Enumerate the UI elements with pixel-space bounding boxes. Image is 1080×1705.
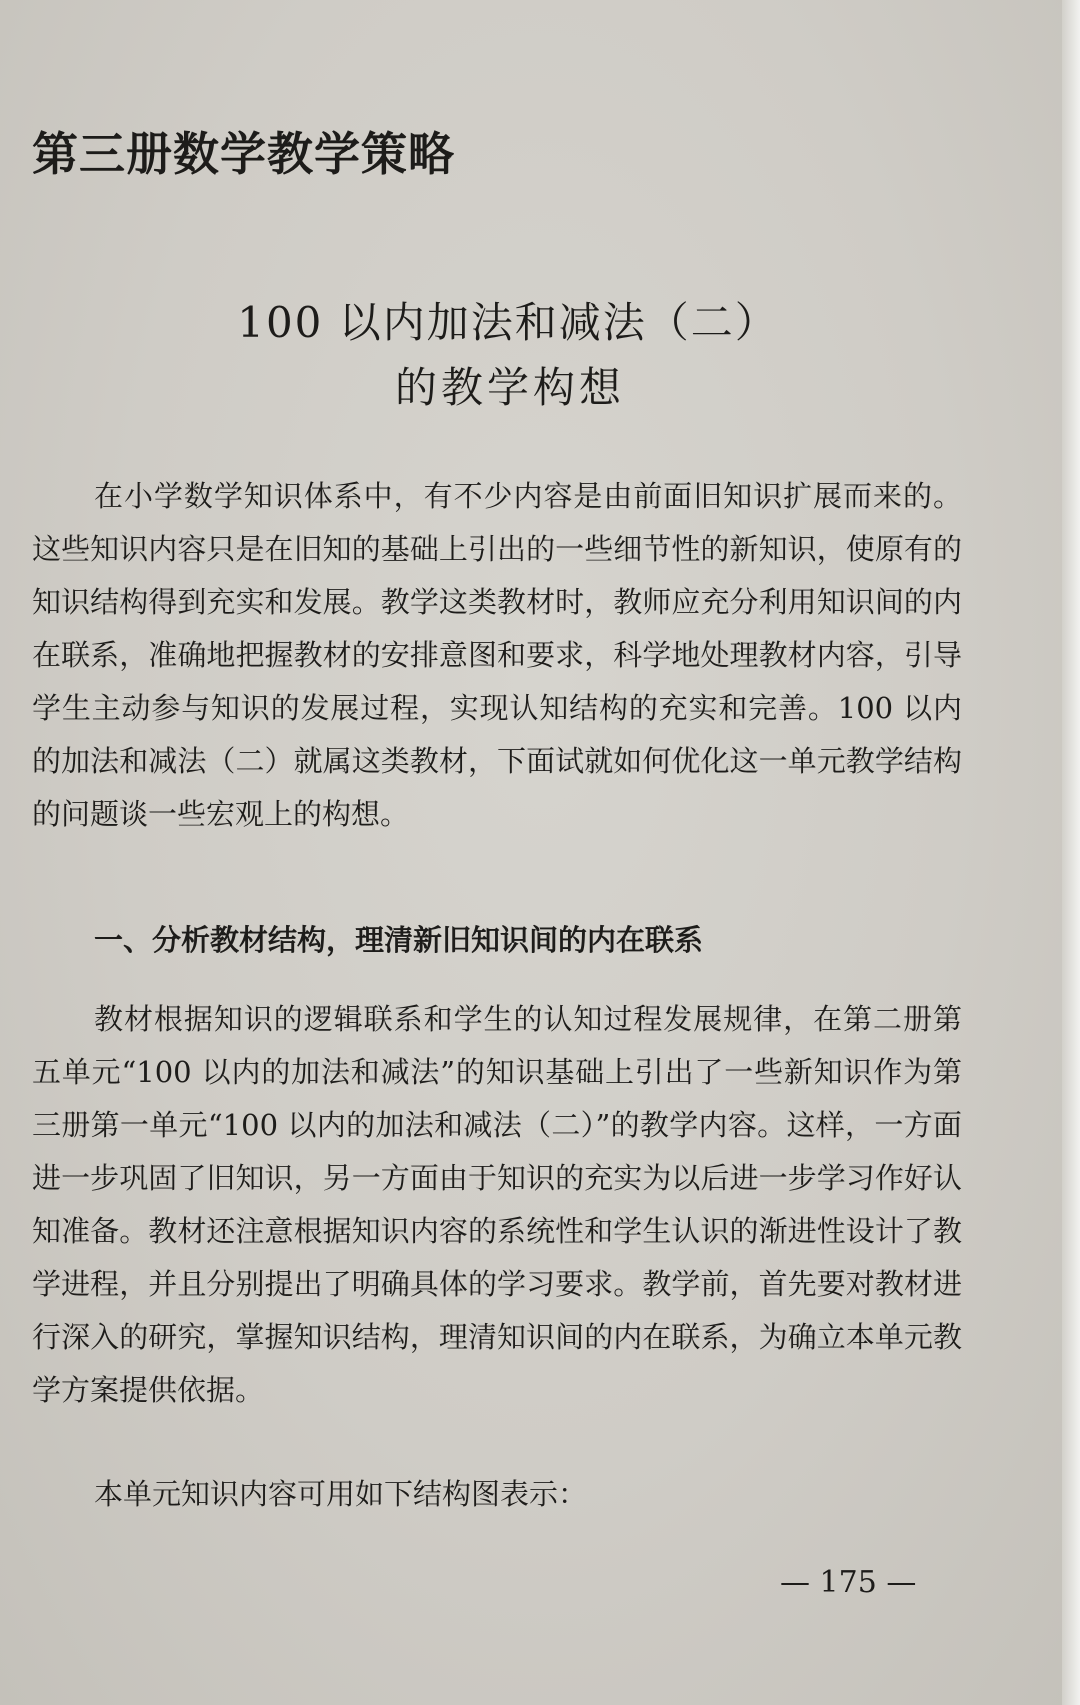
article-title-line1: 100 以内加法和减法（二） [237, 298, 779, 347]
section-heading-1: 一、分析教材结构，理清新旧知识间的内在联系 [94, 923, 704, 957]
article-title-line2: 的教学构想 [394, 363, 625, 412]
page-edge [1062, 0, 1080, 1705]
paragraph-intro: 在小学数学知识体系中，有不少内容是由前面旧知识扩展而来的。这些知识内容只是在旧知的基础上引出的一些细节性的新知识，使原有的知识结构得到充实和发展。教学这类教材时，教师应充分利用知识间的内在联系，准确地把握教材的安排意图和要求，科学地处理教材内容，引导学生主动参与知识的发展过程，实现认知结构的充实和完善。100 以内的加法和减法（二）就属这类教材，下面试就如何优化这一单元教学结构的问题谈一些宏观上的构想。 [32, 479, 962, 831]
paragraph-structure-intro: 本单元知识内容可用如下结构图表示： [94, 1477, 588, 1511]
page-number: — 175 — [780, 1565, 917, 1600]
book-section-title: 第三册数学教学策略 [32, 127, 455, 181]
paragraph-analysis: 教材根据知识的逻辑联系和学生的认知过程发展规律，在第二册第五单元“100 以内的加法和减法”的知识基础上引出了一些新知识作为第三册第一单元“100 以内的加法和减法（二）”的教学内容。这样，一方面进一步巩固了旧知识，另一方面由于知识的充实为以后进一步学习作好认知准备。教材还注意根据知识内容的系统性和学生认识的渐进性设计了教学进程，并且分别提出了明确具体的学习要求。教学前，首先要对教材进行深入的研究，掌握知识结构，理清知识间的内在联系，为确立本单元教学方案提供依据。 [32, 1002, 962, 1407]
